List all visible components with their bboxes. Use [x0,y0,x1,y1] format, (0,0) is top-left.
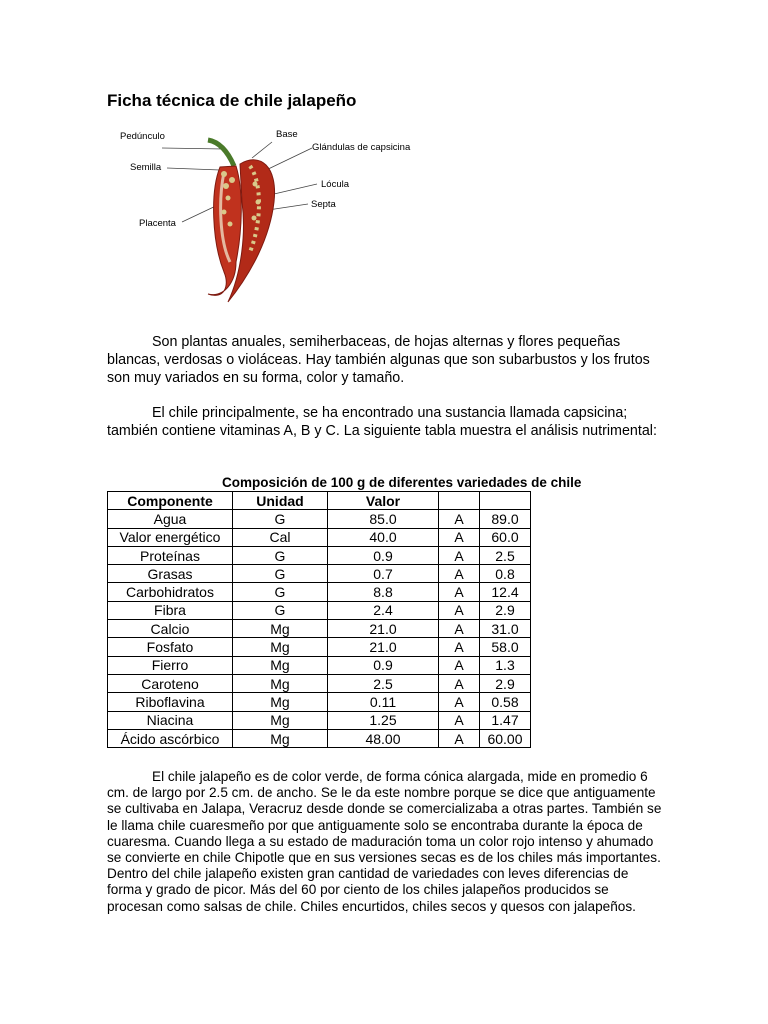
cell-to: A [439,510,480,528]
cell-to: A [439,711,480,729]
page-title: Ficha técnica de chile jalapeño [107,91,357,110]
table-row [108,565,531,583]
cell-component: Agua [108,510,233,528]
cell-value-max: 0.8 [480,565,531,583]
cell-value-max: 12.4 [480,583,531,601]
cell-value-max: 2.5 [480,546,531,564]
label-septum: Septa [311,199,336,210]
cell-unit: G [233,510,328,528]
label-locule: Lócula [321,179,349,190]
cell-value-min: 8.8 [328,583,439,601]
table-row [108,729,531,747]
header-unit: Unidad [233,492,328,510]
cell-component: Carbohidratos [108,583,233,601]
nutrition-table [107,491,531,748]
cell-value-max: 31.0 [480,620,531,638]
paragraph-capsaicin-text: El chile principalmente, se ha encontrado una sustancia llamada capsicina; también contiene vitaminas A, B y C. La siguiente tabla muestra el análisis nutrimental: [107,405,657,439]
cell-value-min: 0.9 [328,546,439,564]
paragraph-description-text: Son plantas anuales, semiherbaceas, de hojas alternas y flores pequeñas blancas, verdosas o violáceas. Hay también algunas que son subarbustos y los frutos son muy variados en su forma, color y tamaño. [107,334,650,386]
cell-to: A [439,638,480,656]
table-row [108,601,531,619]
cell-value-max: 1.3 [480,656,531,674]
cell-value-max: 60.00 [480,729,531,747]
table-row [108,546,531,564]
cell-value-min: 48.00 [328,729,439,747]
cell-value-min: 85.0 [328,510,439,528]
cell-unit: Mg [233,674,328,692]
cell-to: A [439,620,480,638]
paragraph-jalapeno-text: El chile jalapeño es de color verde, de forma cónica alargada, mide en promedio 6 cm. de largo por 2.5 cm. de ancho. Se le da este nombre porque se dice que antiguamente se cultivaba en Jalapa, Veracruz desde donde se comercializaba a otras partes. También se le llama chile cuaresmeño por que antiguamente solo se encontraba durante la época de cuaresma. Cuando llega a su estado de maduración toma un color rojo intenso y ahumado se convierte en chile Chipotle que en sus versiones secas es de los chiles más importantes. Dentro del chile jalapeño existen gran cantidad de variedades con leves diferencias de forma y grado de picor. Más del 60 por ciento de los chiles jalapeños producidos se procesan como salsas de chile. Chiles encurtidos, chiles secos y quesos con jalapeños. [107,769,662,914]
cell-to: A [439,601,480,619]
cell-value-min: 1.25 [328,711,439,729]
table-caption: Composición de 100 g de diferentes variedades de chile [222,475,582,490]
cell-unit: Mg [233,711,328,729]
cell-value-min: 0.9 [328,656,439,674]
cell-value-min: 40.0 [328,528,439,546]
cell-to: A [439,583,480,601]
cell-unit: G [233,601,328,619]
cell-component: Ácido ascórbico [108,729,233,747]
cell-value-min: 2.5 [328,674,439,692]
cell-value-min: 21.0 [328,638,439,656]
cell-to: A [439,693,480,711]
cell-component: Fosfato [108,638,233,656]
table-row [108,620,531,638]
cell-value-min: 0.11 [328,693,439,711]
cell-value-min: 0.7 [328,565,439,583]
label-placenta: Placenta [139,218,176,229]
paragraph-capsaicin [107,404,662,440]
cell-unit: Mg [233,620,328,638]
cell-unit: G [233,565,328,583]
table-header-row [108,492,531,510]
cell-component: Riboflavina [108,693,233,711]
cell-value-max: 58.0 [480,638,531,656]
cell-unit: Mg [233,729,328,747]
cell-value-max: 2.9 [480,674,531,692]
table-row [108,583,531,601]
cell-to: A [439,674,480,692]
table-row [108,638,531,656]
label-seed: Semilla [130,162,162,173]
cell-component: Valor energético [108,528,233,546]
cell-component: Niacina [108,711,233,729]
header-value: Valor [328,492,439,510]
paragraph-description [107,333,662,387]
cell-component: Fierro [108,656,233,674]
cell-value-max: 60.0 [480,528,531,546]
cell-unit: Cal [233,528,328,546]
cell-component: Grasas [108,565,233,583]
table-row [108,528,531,546]
cell-component: Proteínas [108,546,233,564]
cell-value-max: 1.47 [480,711,531,729]
table-row [108,674,531,692]
cell-value-max: 0.58 [480,693,531,711]
cell-unit: Mg [233,693,328,711]
table-row [108,711,531,729]
cell-unit: G [233,583,328,601]
cell-component: Calcio [108,620,233,638]
paragraph-jalapeno [107,769,662,915]
table-row [108,693,531,711]
header-empty-2 [480,492,531,510]
cell-value-max: 2.9 [480,601,531,619]
jalapeno-diagram [112,122,432,312]
cell-value-max: 89.0 [480,510,531,528]
cell-unit: Mg [233,656,328,674]
cell-component: Fibra [108,601,233,619]
header-component: Componente [108,492,233,510]
table-row [108,656,531,674]
cell-value-min: 2.4 [328,601,439,619]
cell-value-min: 21.0 [328,620,439,638]
cell-to: A [439,565,480,583]
cell-to: A [439,729,480,747]
cell-unit: Mg [233,638,328,656]
label-peduncle: Pedúnculo [120,131,165,142]
label-glands: Glándulas de capsicina [312,142,411,153]
cell-to: A [439,546,480,564]
cell-component: Caroteno [108,674,233,692]
header-empty-1 [439,492,480,510]
label-base: Base [276,129,298,140]
cell-unit: G [233,546,328,564]
table-row [108,510,531,528]
cell-to: A [439,656,480,674]
cell-to: A [439,528,480,546]
